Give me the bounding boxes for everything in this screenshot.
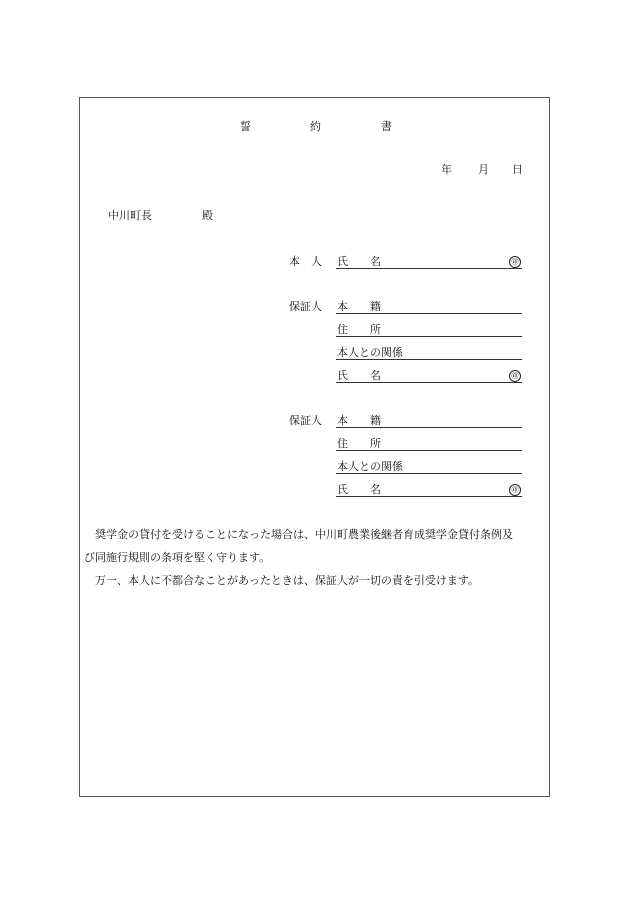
principal-seal-icon: ㊞: [509, 256, 521, 268]
body-text-line-2: び同施行規則の条項を堅く守ります。: [84, 551, 271, 564]
honorific: 殿: [202, 209, 213, 222]
guarantor2-address-label: 住 所: [337, 437, 381, 450]
guarantor2-address-line[interactable]: [336, 450, 522, 451]
guarantor1-relation-label: 本人との関係: [337, 346, 403, 359]
date-year-label: 年: [441, 163, 452, 176]
title-char-2: 約: [310, 120, 321, 133]
body-text-line-1: 奨学金の貸付を受けることになった場合は、中川町農業後継者育成奨学金貸付条例及: [84, 528, 513, 541]
guarantor1-address-line[interactable]: [336, 336, 522, 337]
guarantor1-address-label: 住 所: [337, 323, 381, 336]
guarantor2-name-line[interactable]: [336, 496, 522, 497]
guarantor1-role: 保証人: [289, 300, 322, 313]
principal-name-label: 氏 名: [337, 255, 381, 268]
date-month-label: 月: [478, 163, 489, 176]
title-char-1: 誓: [240, 120, 251, 133]
document-title: [240, 120, 251, 134]
guarantor2-domicile-label: 本 籍: [337, 414, 381, 427]
principal-name-line[interactable]: [336, 268, 522, 269]
guarantor2-relation-label: 本人との関係: [337, 460, 403, 473]
guarantor1-relation-line[interactable]: [336, 359, 522, 360]
guarantor2-role: 保証人: [289, 414, 322, 427]
document-frame: [79, 97, 550, 797]
document-title-3: [381, 120, 392, 134]
title-char-3: 書: [381, 120, 392, 133]
document-title-2: [310, 120, 321, 134]
addressee: 中川町長: [108, 209, 152, 222]
guarantor1-domicile-line[interactable]: [336, 313, 522, 314]
guarantor1-seal-icon: ㊞: [509, 370, 521, 382]
guarantor1-name-label: 氏 名: [337, 369, 381, 382]
guarantor2-name-label: 氏 名: [337, 483, 381, 496]
guarantor2-domicile-line[interactable]: [336, 427, 522, 428]
guarantor1-name-line[interactable]: [336, 382, 522, 383]
guarantor1-domicile-label: 本 籍: [337, 300, 381, 313]
guarantor2-seal-icon: ㊞: [509, 484, 521, 496]
guarantor2-relation-line[interactable]: [336, 473, 522, 474]
body-text-line-3: 万一、本人に不都合なことがあったときは、保証人が一切の責を引受けます。: [84, 574, 480, 587]
date-day-label: 日: [512, 163, 523, 176]
principal-role: 本 人: [289, 255, 322, 268]
